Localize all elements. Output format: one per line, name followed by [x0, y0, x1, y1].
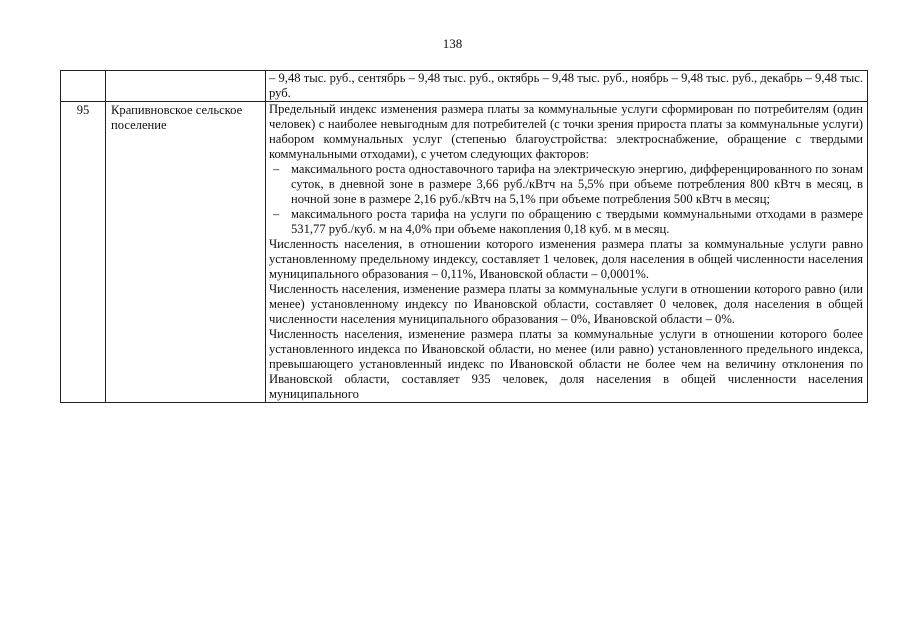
row-number-cell: [61, 71, 106, 102]
municipality-name-cell: [106, 71, 266, 102]
factor-text: максимального роста тарифа на услуги по обращению с твердыми коммунальными отходами в размере 531,77 руб./куб. м на 4,0% при объеме накопления 0,18 куб. м в месяц.: [291, 207, 863, 236]
row-number-cell: 95: [61, 102, 106, 403]
population-paragraph: Численность населения, в отношении которого изменения размера платы за коммунальные услуги равно установленному предельному индексу, составляет 1 человек, доля населения в общей численности населения муниципального образования – 0,11%, Ивановской области – 0,0001%.: [269, 237, 863, 281]
continuation-text: – 9,48 тыс. руб., сентябрь – 9,48 тыс. руб., октябрь – 9,48 тыс. руб., ноябрь – 9,48 тыс. руб., декабрь – 9,48 тыс. руб.: [269, 71, 863, 100]
factor-item: [269, 207, 863, 237]
table-row: [61, 71, 868, 102]
content-cell: [266, 71, 868, 102]
municipality-table: [60, 70, 868, 403]
population-paragraph: Численность населения, изменение размера платы за коммунальные услуги в отношении которого равно (или менее) установленному индексу по Ивановской области, составляет 0 человек, доля населения в общей численности населения муниципального образования – 0%, Ивановской области – 0%.: [269, 282, 863, 326]
content-cell: [266, 102, 868, 403]
table-row: [61, 102, 868, 403]
municipality-name-cell: Крапивновское сельское поселение: [106, 102, 266, 403]
page-number: 138: [442, 36, 463, 51]
list-dash: –: [273, 207, 280, 221]
list-dash: –: [273, 162, 280, 176]
intro-paragraph: Предельный индекс изменения размера платы за коммунальные услуги сформирован по потребителям (один человек) с наиболее невыгодным для потребителей (с точки зрения прироста платы за коммунальные услуги) набором коммунальных услуг (степенью благоустройства: электроснабжение, обращение с твердыми коммунальными отходами), с учетом следующих факторов:: [269, 102, 863, 161]
factor-text: максимального роста одноставочного тарифа на электрическую энергию, дифференцированного по зонам суток, в дневной зоне в размере 3,66 руб./кВтч на 5,5% при объеме потребления 800 кВтч в месяц, в ночной зоне в размере 2,16 руб./кВтч на 5,1% при объеме потребления 500 кВтч в месяц;: [291, 162, 863, 206]
population-paragraph: Численность населения, изменение размера платы за коммунальные услуги в отношении которого более установленного индекса по Ивановской области, но менее (или равно) установленного предельного индекса, превышающего установленный индекс по Ивановской области не более чем на величину отклонения по Ивановской области, составляет 935 человек, доля населения в общей численности населения муниципального: [269, 327, 863, 401]
factor-item: [269, 162, 863, 207]
